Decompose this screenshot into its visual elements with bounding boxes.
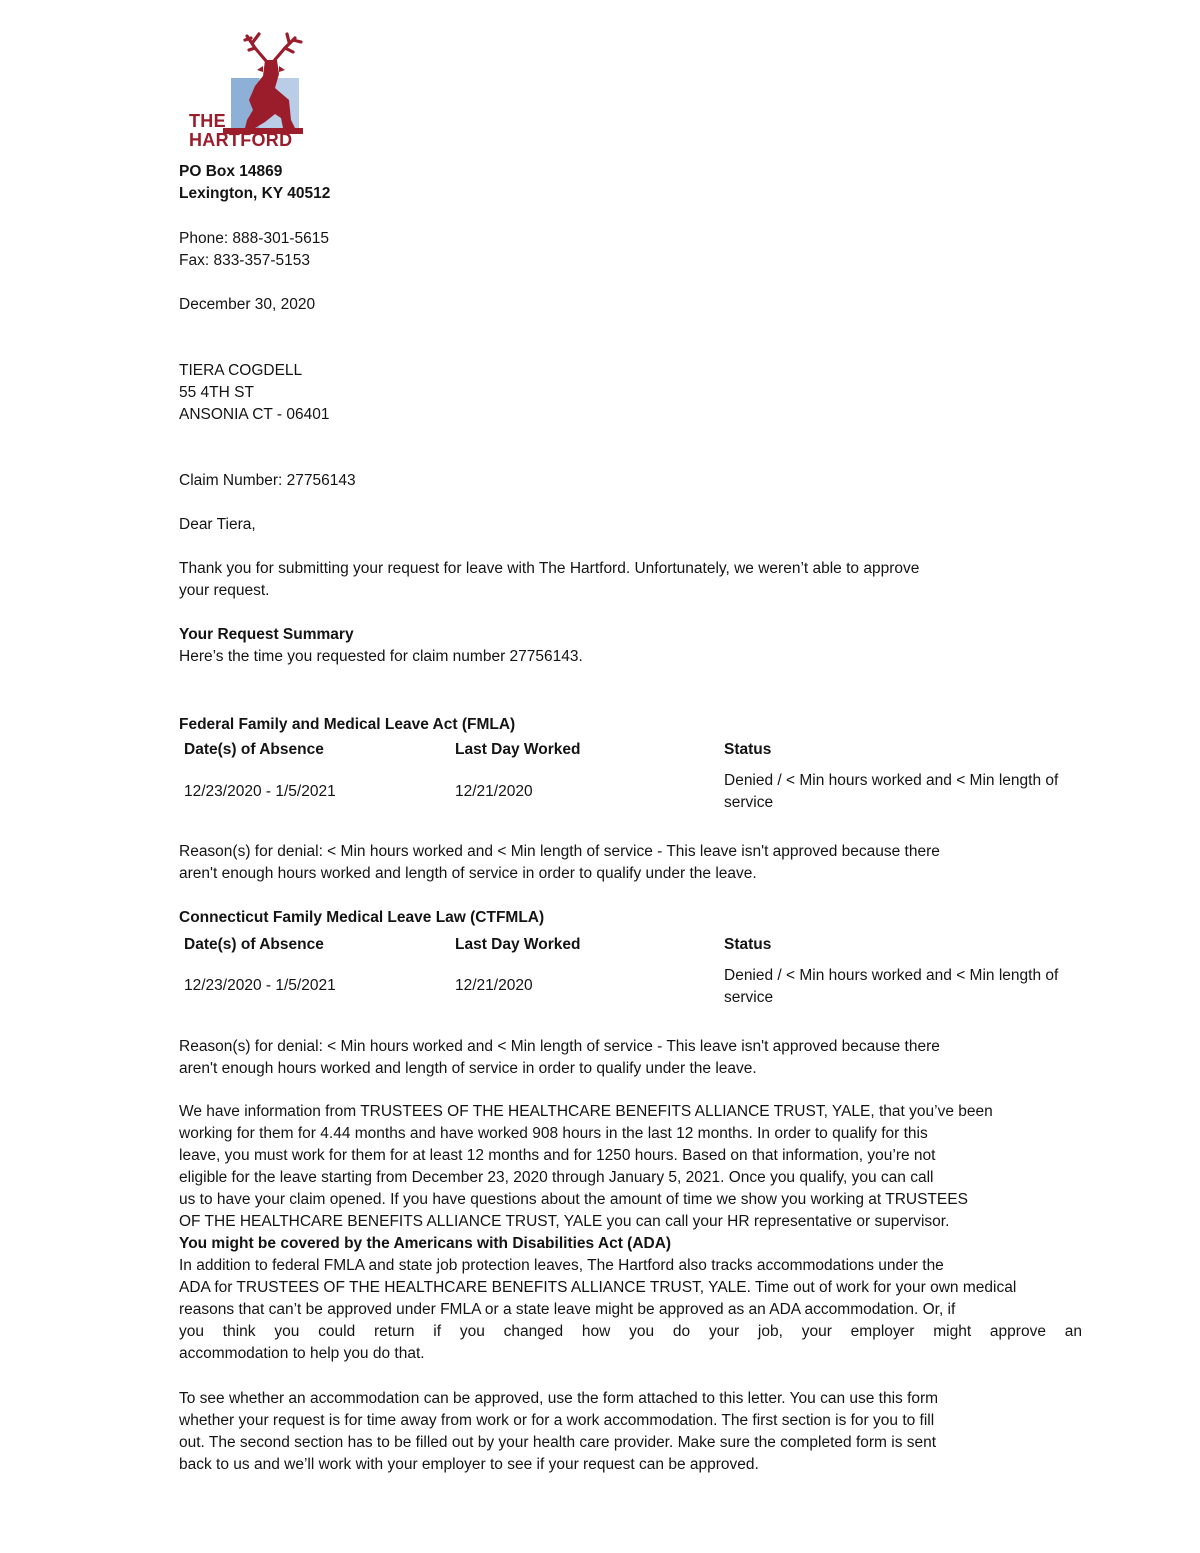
summary-heading: Your Request Summary — [179, 626, 354, 643]
request-summary — [179, 624, 1144, 668]
fmla-title: Federal Family and Medical Leave Act (FMLA) — [179, 716, 516, 733]
paragraph-line: accommodation to help you do that. — [179, 1345, 425, 1362]
reason-line: aren't enough hours worked and length of service in order to qualify under the leave. — [179, 865, 757, 882]
sender-phone: Phone: 888-301-5615 — [179, 230, 329, 247]
cell-status: Denied / < Min hours worked and < Min length of service — [724, 967, 1059, 1006]
reason-line: aren't enough hours worked and length of service in order to qualify under the leave. — [179, 1060, 757, 1077]
paragraph-line: OF THE HEALTHCARE BENEFITS ALLIANCE TRUST, YALE you can call your HR representative or supervisor. — [179, 1213, 950, 1230]
cell-status: Denied / < Min hours worked and < Min length of service — [724, 772, 1059, 811]
logo-wordmark — [189, 112, 292, 150]
recipient-address — [179, 360, 1144, 426]
hartford-logo — [183, 30, 313, 154]
sender-address-line2: Lexington, KY 40512 — [179, 185, 331, 202]
col-header-status: Status — [724, 741, 772, 758]
sender-address-line1: PO Box 14869 — [179, 163, 283, 180]
reason-line: Reason(s) for denial: < Min hours worked and < Min length of service - This leave isn't approved because there — [179, 843, 940, 860]
cell-dates: 12/23/2020 - 1/5/2021 — [184, 783, 336, 800]
col-header-status: Status — [724, 936, 772, 953]
logo-line-hartford: HARTFORD — [189, 130, 293, 150]
letter-date: December 30, 2020 — [179, 296, 316, 313]
col-header-dates: Date(s) of Absence — [184, 936, 324, 953]
recipient-street: 55 4TH ST — [179, 384, 254, 401]
paragraph-line: whether your request is for time away from work or for a work accommodation. The first section is for you to fill — [179, 1412, 935, 1429]
summary-text: Here’s the time you requested for claim number 27756143. — [179, 648, 583, 665]
ctfmla-title: Connecticut Family Medical Leave Law (CTFMLA) — [179, 909, 545, 926]
sender-address — [179, 161, 1144, 205]
paragraph-line: In addition to federal FMLA and state job protection leaves, The Hartford also tracks accommodations under the — [179, 1257, 944, 1274]
reason-line: Reason(s) for denial: < Min hours worked and < Min length of service - This leave isn't approved because there — [179, 1038, 940, 1055]
cell-dates: 12/23/2020 - 1/5/2021 — [184, 977, 336, 994]
sender-fax: Fax: 833-357-5153 — [179, 252, 310, 269]
paragraph-line: out. The second section has to be filled out by your health care provider. Make sure the completed form is sent — [179, 1434, 937, 1451]
intro-line: Thank you for submitting your request for leave with The Hartford. Unfortunately, we weren’t able to approve — [179, 560, 920, 577]
fmla-denial-reason — [179, 841, 1144, 885]
col-header-last-day: Last Day Worked — [455, 741, 581, 758]
salutation: Dear Tiera, — [179, 516, 256, 533]
paragraph-line: We have information from TRUSTEES OF THE HEALTHCARE BENEFITS ALLIANCE TRUST, YALE, that you’ve been — [179, 1103, 993, 1120]
sender-contact — [179, 228, 1144, 272]
cell-last-day: 12/21/2020 — [455, 977, 533, 994]
ada-heading: You might be covered by the Americans with Disabilities Act (ADA) — [179, 1235, 672, 1252]
intro-paragraph — [179, 558, 1144, 602]
paragraph-line: eligible for the leave starting from December 23, 2020 through January 5, 2021. Once you qualify, you can call — [179, 1169, 934, 1186]
paragraph-line: you think you could return if you changed how you do your job, your employer might approve an — [179, 1323, 1082, 1340]
intro-line: your request. — [179, 582, 270, 599]
col-header-last-day: Last Day Worked — [455, 936, 581, 953]
recipient-city: ANSONIA CT - 06401 — [179, 406, 330, 423]
closing-paragraph — [179, 1388, 1144, 1476]
paragraph-line: ADA for TRUSTEES OF THE HEALTHCARE BENEFITS ALLIANCE TRUST, YALE. Time out of work for your own medical — [179, 1279, 1017, 1296]
claim-number: Claim Number: 27756143 — [179, 472, 356, 489]
paragraph-line: working for them for 4.44 months and have worked 908 hours in the last 12 months. In order to qualify for this — [179, 1125, 928, 1142]
table-row — [179, 965, 1144, 1009]
ctfmla-denial-reason — [179, 1036, 1144, 1080]
recipient-name: TIERA COGDELL — [179, 362, 303, 379]
cell-last-day: 12/21/2020 — [455, 783, 533, 800]
eligibility-paragraph — [179, 1101, 1144, 1365]
table-row — [179, 770, 1144, 814]
col-header-dates: Date(s) of Absence — [184, 741, 324, 758]
paragraph-line: To see whether an accommodation can be approved, use the form attached to this letter. You can use this form — [179, 1390, 939, 1407]
paragraph-line: back to us and we’ll work with your employer to see if your request can be approved. — [179, 1456, 759, 1473]
paragraph-line: leave, you must work for them for at least 12 months and for 1250 hours. Based on that information, you’re not — [179, 1147, 936, 1164]
logo-line-the: THE — [189, 111, 226, 131]
paragraph-line: us to have your claim opened. If you have questions about the amount of time we show you working at TRUSTEES — [179, 1191, 968, 1208]
paragraph-line: reasons that can’t be approved under FMLA or a state leave might be approved as an ADA accommodation. Or, if — [179, 1301, 956, 1318]
